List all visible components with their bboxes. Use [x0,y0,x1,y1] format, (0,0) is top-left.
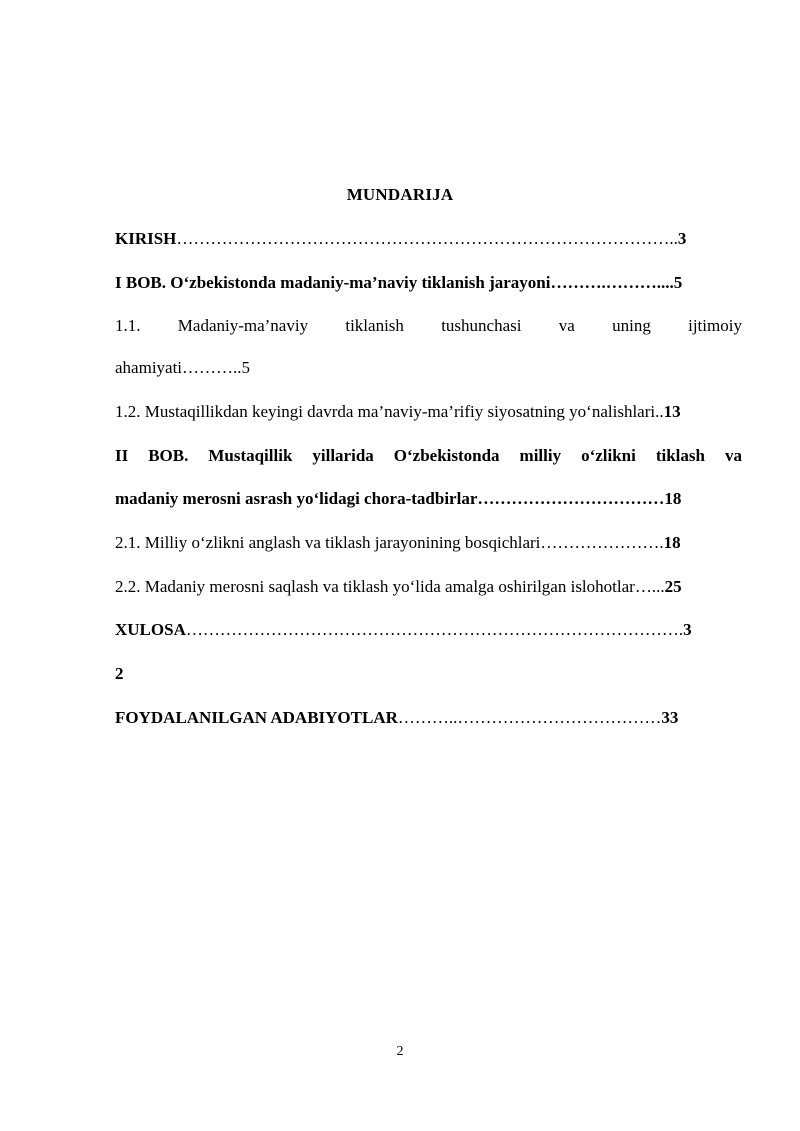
toc-entry-xulosa[interactable] [115,618,742,642]
toc-label: FOYDALANILGAN ADABIYOTLAR [115,708,398,727]
toc-word: ijtimoiy [688,316,742,335]
toc-entry-bob-2-line1[interactable] [115,444,742,468]
toc-label: ahamiyati [115,358,183,377]
toc-entry-1-1-line1[interactable] [115,314,742,338]
toc-word: o‘zlikni [581,446,636,465]
toc-word: tiklanish [345,316,404,335]
toc-label: I BOB. O‘zbekistonda madaniy-ma’naviy tiklanish jarayoni [115,273,551,292]
toc-leader: …... [634,577,665,596]
toc-word: milliy [519,446,562,465]
toc-leader: ……….……….... [550,273,674,292]
toc-page-number: 18 [664,489,682,508]
toc-label: KIRISH [115,229,177,248]
toc-label: 2.1. Milliy o‘zlikni anglash va tiklash jarayonining bosqichlari [115,533,541,552]
toc-leader: ……….. [182,358,242,377]
toc-word: O‘zbekistonda [393,446,500,465]
toc-page-number: 13 [663,402,681,421]
toc-page-number: 5 [241,358,251,377]
toc-word: Madaniy-ma’naviy [177,316,309,335]
toc-entry-bob-1[interactable] [115,271,742,295]
toc-leader: ……………………………………………………………………………. [185,620,684,639]
toc-label: 1.2. Mustaqillikdan keyingi davrda ma’naviy-ma’rifiy siyosatning yo‘nalishlari.. [115,402,664,421]
toc-entry-2-1[interactable] [115,531,742,555]
toc-entry-1-2[interactable] [115,400,742,424]
toc-entry-bob-2-line2[interactable] [115,487,742,511]
toc-page-number-wrap: 2 [115,664,124,683]
toc-leader: …………………………… [477,489,665,508]
page-title: MUNDARIJA [346,185,454,204]
page-number-footer: 2 [396,1044,404,1059]
toc-word: va [724,446,742,465]
toc-page-number: 3 [683,620,692,639]
toc-label: 2.2. Madaniy merosni saqlash va tiklash yo‘lida amalga oshirilgan islohotlar [115,577,635,596]
toc-word: II [115,446,129,465]
toc-entry-adabiyotlar[interactable] [115,706,742,730]
toc-word: 1.1. [115,316,141,335]
toc-word: tushunchasi [441,316,522,335]
toc-page-number: 33 [661,708,679,727]
toc-word: uning [612,316,651,335]
toc-word: BOB. [148,446,189,465]
toc-leader: …………………………………………………………………………….. [176,229,678,248]
toc-leader: ………..……………………………… [397,708,662,727]
toc-page-number: 25 [664,577,682,596]
toc-entry-xulosa-wrap [115,662,742,686]
toc-word: tiklash [655,446,705,465]
toc-label: madaniy merosni asrash yo‘lidagi chora-tadbirlar [115,489,478,508]
toc-entry-1-1-line2[interactable] [115,356,742,380]
toc-entry-2-2[interactable] [115,575,742,599]
toc-label: XULOSA [115,620,186,639]
toc-word: yillarida [312,446,374,465]
toc-page-number: 5 [673,273,683,292]
toc-page-number: 3 [677,229,687,248]
toc-page-number: 18 [663,533,681,552]
toc-leader: …………………. [540,533,664,552]
toc-entry-kirish[interactable] [115,227,742,251]
toc-word: va [558,316,575,335]
toc-word: Mustaqillik [208,446,293,465]
